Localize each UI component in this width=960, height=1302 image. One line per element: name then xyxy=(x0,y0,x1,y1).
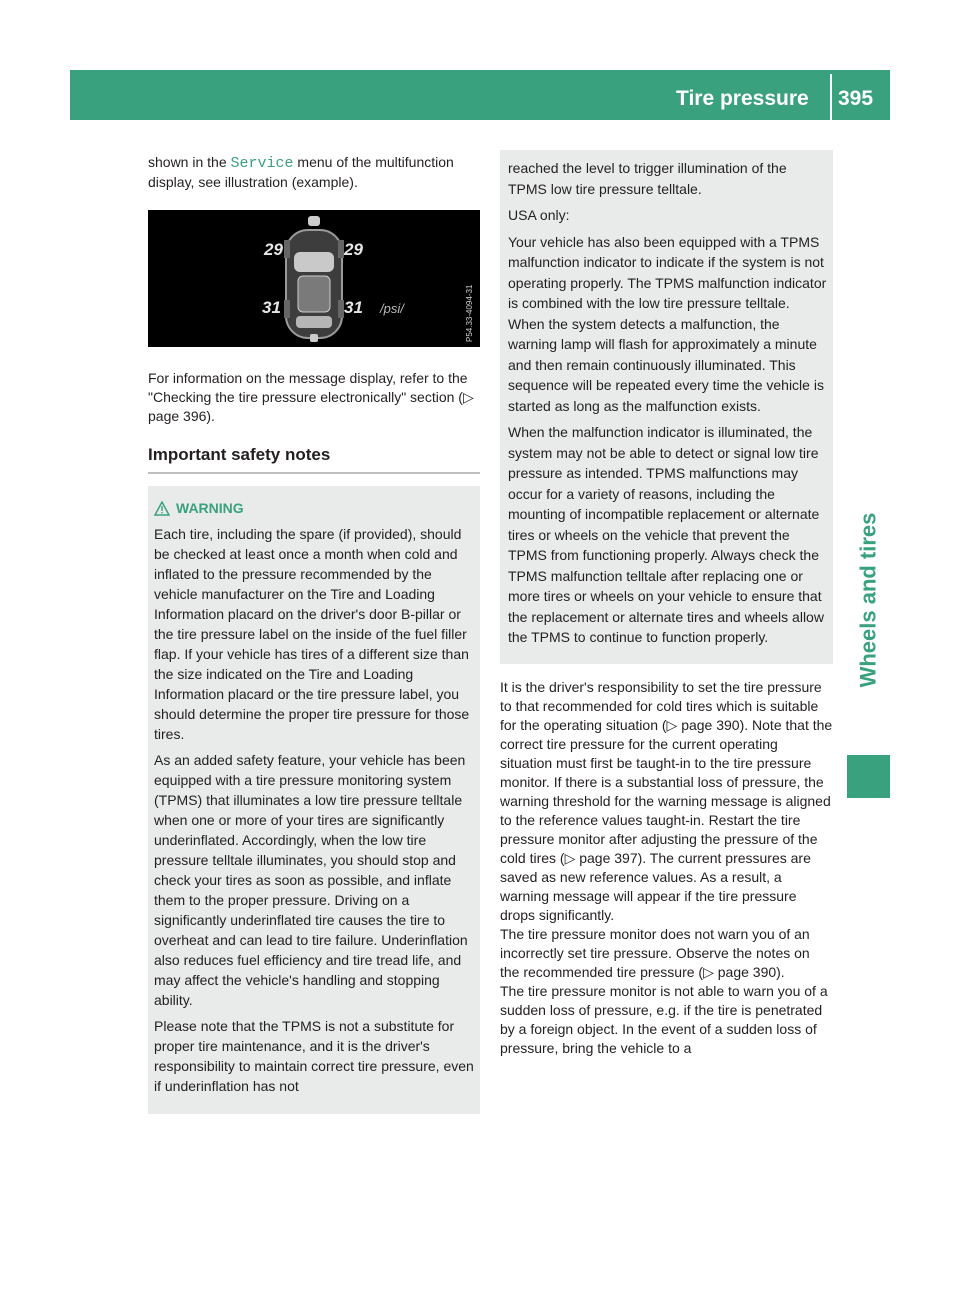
box-paragraph-3: Your vehicle has also been equipped with a TPMS malfunction indicator to indicate if the system is not operating properly. The TPMS malfunction indicator is combined with the low tire pressure telltale. When the system detects a malfunction, the warning lamp will flash for approximately a minute and then remain continuously illuminated. This sequence will be repeated every time the vehicle is started as long as the malfunction exists. xyxy=(508,233,827,414)
body-paragraph-2: The tire pressure monitor does not warn you of an incorrectly set tire pressure. Observe the notes on the recommended tire pressure (▷ page 390). xyxy=(500,925,810,980)
left-column xyxy=(148,153,480,1114)
rear-indicator-icon xyxy=(310,334,318,342)
figure-code: P54.33-4094-31 xyxy=(465,284,474,342)
car-illustration xyxy=(148,210,480,347)
rear-right-pressure: 31 xyxy=(344,298,363,317)
front-indicator-icon xyxy=(308,216,320,226)
service-menu-name: Service xyxy=(230,155,294,172)
page-number: 395 xyxy=(838,87,874,110)
warning-triangle-icon xyxy=(154,501,170,516)
right-column xyxy=(500,150,833,1058)
front-right-pressure: 29 xyxy=(344,240,363,259)
intro-text-start: shown in the xyxy=(148,154,231,170)
body-paragraph-1: It is the driver's responsibility to set the tire pressure to that recommended for cold tires which is suitable for the operating situation (▷ page 390). Note that the correct tire pressure for the current operating situation must first be taught-in to the tire pressure monitor. If there is a substantial loss of pressure, the warning threshold for the warning message is aligned to the reference values taught-in. Restart the tire pressure monitor after adjusting the pressure of the cold tires (▷ page 397). The current pressures are saved as new reference values. As a result, a warning message will appear if the tire pressure drops significantly. xyxy=(500,678,833,923)
box-paragraph-4: When the malfunction indicator is illuminated, the system may not be able to detect or signal low tire pressure as intended. TPMS malfunctions may occur for a variety of reasons, including the mounting of incompatible replacement or alternate tires or wheels on the vehicle that prevent the TPMS from functioning properly. Always check the TPMS malfunction telltale after replacing one or more tires or wheels on your vehicle to ensure that the replacement or alternate tires and wheels allow the TPMS to continue to function properly. xyxy=(508,424,824,645)
warning-title xyxy=(154,498,474,518)
rear-left-pressure: 31 xyxy=(262,298,281,317)
box-paragraph-1: reached the level to trigger illumination of the TPMS low tire pressure telltale. xyxy=(508,160,787,197)
intro-paragraph xyxy=(148,153,480,192)
chapter-marker xyxy=(847,755,890,798)
intro-text-end: menu of the multifunction display, see illustration (example). xyxy=(148,154,454,190)
car-windshield xyxy=(294,252,334,272)
pressure-unit: /psi/ xyxy=(380,301,404,316)
page-title: Tire pressure xyxy=(676,87,809,110)
section-heading: Important safety notes xyxy=(148,444,480,474)
header-divider xyxy=(830,74,832,120)
warning-paragraph-3: Please note that the TPMS is not a substitute for proper tire maintenance, and it is the driver's responsibility to maintain correct tire pressure, even if underinflation has not xyxy=(154,1018,474,1094)
car-rear-window xyxy=(296,316,332,328)
body-text xyxy=(500,678,833,1058)
car-roof xyxy=(298,276,330,312)
reference-paragraph: For information on the message display, refer to the "Checking the tire pressure electronically" section (▷ page 396). xyxy=(148,370,474,424)
tire-rl xyxy=(284,300,290,318)
warning-label: WARNING xyxy=(176,500,244,516)
tire-pressure-display-illustration xyxy=(148,210,480,347)
warning-paragraph-1: Each tire, including the spare (if provided), should be checked at least once a month when cold and inflated to the pressure recommended by the vehicle manufacturer on the Tire and Loading Information placard on the driver's door B-pillar or the tire pressure label on the inside of the fuel filler flap. If your vehicle has tires of a different size than the size indicated on the Tire and Loading Information placard or the tire pressure label, you should determine the proper tire pressure for those tires. xyxy=(154,526,470,742)
warning-paragraph-2: As an added safety feature, your vehicle has been equipped with a tire pressure monitoring system (TPMS) that illuminates a low tire pressure telltale when one or more of your tires are significantly underinflated. Accordingly, when the low tire pressure telltale illuminates, you should stop and check your tires as soon as possible, and inflate them to the proper pressure. Driving on a significantly underinflated tire causes the tire to overheat and can lead to tire failure. Underinflation also reduces fuel efficiency and tire tread life, and may affect the vehicle's handling and stopping ability. xyxy=(154,752,468,1008)
chapter-tab-label: Wheels and tires xyxy=(855,512,881,688)
chapter-tab xyxy=(847,480,890,720)
warning-box-continued xyxy=(500,150,833,664)
tire-fl xyxy=(284,240,290,258)
warning-box xyxy=(148,486,480,1114)
front-left-pressure: 29 xyxy=(264,240,283,259)
box-paragraph-2: USA only: xyxy=(508,207,570,223)
body-paragraph-3: The tire pressure monitor is not able to warn you of a sudden loss of pressure, e.g. if the tire is penetrated by a foreign object. In the event of a sudden loss of pressure, bring the vehicle to a xyxy=(500,982,828,1056)
